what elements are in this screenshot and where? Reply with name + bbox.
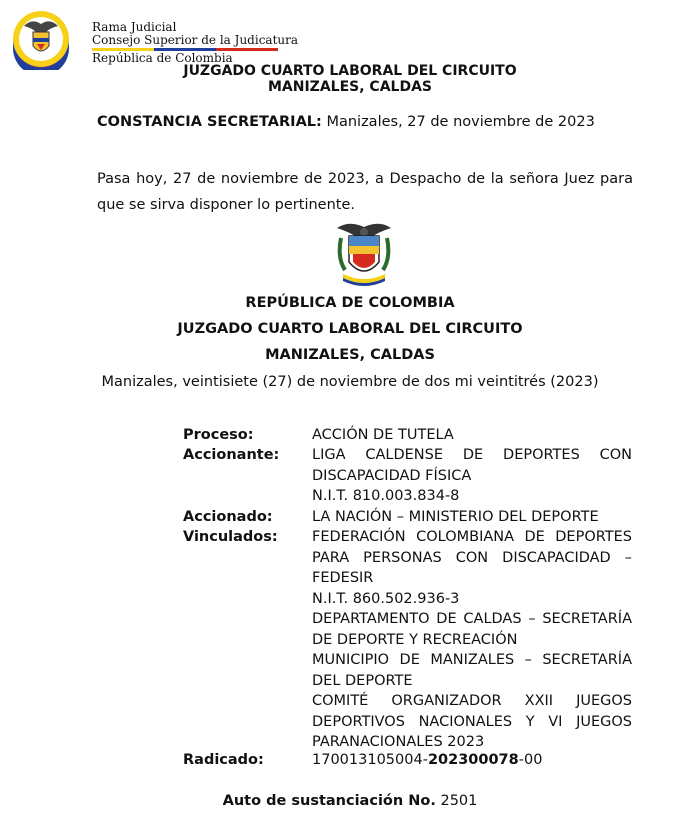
constancia-label: CONSTANCIA SECRETARIAL: [97,114,322,130]
vinculados-line: PARA PERSONAS CON DISCAPACIDAD – [312,549,632,566]
accionante-nit: N.I.T. 810.003.834-8 [312,488,460,504]
vinculados-line: MUNICIPIO DE MANIZALES – SECRETARÍA [312,652,632,668]
date-line: Manizales, veintisiete (27) de noviembre de dos mi veintitrés (2023) [101,374,599,390]
letterhead-rama-judicial: Rama Judicial [92,20,177,34]
accionante-label: Accionante: [183,447,280,463]
radicado-label: Radicado: [183,752,264,768]
national-shield-icon [333,218,395,288]
vinculados-line: DEPARTAMENTO DE CALDAS – SECRETARÍA [312,611,632,627]
court-city-header: MANIZALES, CALDAS [267,79,432,95]
vinculados-label: Vinculados: [183,529,278,545]
vinculados-line: FEDESIR [312,570,374,586]
city-heading: MANIZALES, CALDAS [265,347,435,363]
auto-sustanciacion [0,792,700,810]
letterhead-republica: República de Colombia [92,51,233,65]
auto-number: 2501 [435,793,478,809]
accionante-value [312,445,632,507]
vinculados-line: COMITÉ ORGANIZADOR XXII JUEGOS [312,693,632,709]
vinculados-line: DEPORTIVOS NACIONALES Y VI JUEGOS [312,713,632,730]
vinculados-line: DE DEPORTE Y RECREACIÓN [312,631,518,648]
paragraph-line-2: que se sirva disponer lo pertinente. [97,197,355,213]
proceso-label: Proceso: [183,427,254,443]
vinculados-line: DEL DEPORTE [312,672,413,689]
accionante-line: LIGA CALDENSE DE DEPORTES CON [312,447,632,463]
vinculados-line: PARANACIONALES 2023 [312,734,485,750]
constancia-text: Manizales, 27 de noviembre de 2023 [321,114,595,130]
accionado-text: LA NACIÓN – MINISTERIO DEL DEPORTE [312,509,599,525]
proceso-text: ACCIÓN DE TUTELA [312,427,454,443]
coat-of-arms-icon [10,8,72,70]
constancia-secretarial [97,113,595,131]
radicado-number [312,750,632,771]
accionado-label: Accionado: [183,509,273,525]
vinculados-value [312,527,632,753]
accionante-line: DISCAPACIDAD FÍSICA [312,467,472,484]
radicado-prefix: 170013105004- [312,752,428,768]
auto-label: Auto de sustanciación No. [222,793,436,809]
accionado-value [312,507,632,528]
radicado-suffix: -00 [518,752,543,768]
radicado-value [312,750,632,771]
paragraph-line-1: Pasa hoy, 27 de noviembre de 2023, a Despacho de la señora Juez para [97,171,633,187]
proceso-value [312,425,632,446]
vinculados-nit: N.I.T. 860.502.936-3 [312,590,460,607]
court-name-header: JUZGADO CUARTO LABORAL DEL CIRCUITO [183,63,517,79]
vinculados-line: FEDERACIÓN COLOMBIANA DE DEPORTES [312,529,632,545]
republic-heading: REPÚBLICA DE COLOMBIA [245,295,455,311]
letterhead-consejo: Consejo Superior de la Judicatura [92,33,299,47]
radicado-bold: 202300078 [427,752,519,768]
court-heading: JUZGADO CUARTO LABORAL DEL CIRCUITO [177,321,523,337]
constancia-paragraph [97,166,633,218]
